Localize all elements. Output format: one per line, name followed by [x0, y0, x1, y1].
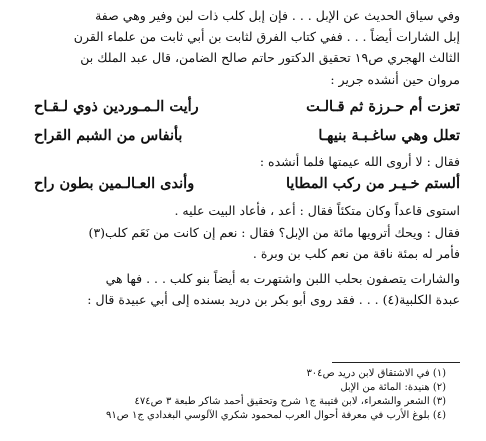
verse-2-first-hemistich: تعلل وهي ساغـبـة بنيهـا	[318, 126, 460, 144]
body-line-8: فأمر له بمئة ناقة من نعم كلب بن وبرة .	[252, 246, 460, 261]
footnote-3: (٣) الشعر والشعراء، لابن قتيبة ج١ شرح وتحقيق أحمد شاكر طبعة ٣ ص٤٧٤	[134, 396, 446, 407]
verse-3-second-hemistich: وأندى العـالـمين بطون راح	[34, 174, 195, 192]
verse-1-first-hemistich: تعزت أم حـرزة ثم قـالـت	[306, 97, 460, 115]
body-line-9: والشارات يتصفون بحلب اللبن واشتهرت به أيضاً بنو كلب . . . فها هي	[105, 271, 460, 286]
body-line-3: الثالث الهجري ص١٩ تحقيق الدكتور حاتم صالح الضامن، قال عبد الملك بن	[80, 50, 460, 65]
verse-3	[34, 173, 460, 193]
body-line-1: وفي سياق الحديث عن الإبل . . . فإن إبل كلب ذات لبن وفير وهي صفة	[95, 8, 460, 23]
body-line-7: فقال : ويحك أترويها مائة من الإبل؟ فقال : نعم إن كانت من نَعَم كلب(٣)	[88, 225, 460, 240]
verse-2-second-hemistich: بأنفاس من الشبم القراح	[34, 126, 183, 144]
body-line-2: إبل الشارات أيضاً . . . ففي كتاب الفرق لثابت بن أبي ثابت من علماء القرن	[73, 29, 460, 44]
footnote-1: (١) في الاشتقاق لابن دريد ص٣٠٤	[306, 368, 446, 379]
body-line-4: مروان حين أنشده جرير :	[330, 72, 460, 87]
verse-3-first-hemistich: ألستم خـيـر من ركب المطايا	[286, 174, 460, 192]
verse-1-second-hemistich: رأيت الـمـوردين ذوي لـقـاح	[34, 97, 199, 115]
footnote-4: (٤) بلوغ الأرب في معرفة أحوال العرب لمحمود شكري الآلوسي البغدادي ج١ ص٩١	[106, 410, 446, 421]
body-line-5: فقال : لا أروى الله عيمتها فلما أنشده :	[259, 154, 460, 169]
footnote-divider	[332, 362, 460, 363]
verse-2	[34, 125, 460, 145]
body-line-10: عبدة الكلبية(٤) . . . فقد روى أبو بكر بن دريد بسنده إلى أبي عبيدة قال :	[87, 292, 460, 307]
verse-1	[34, 96, 460, 116]
footnote-2: (٢) هنيدة: المائة من الإبل	[340, 382, 446, 393]
body-line-6: استوى قاعداً وكان متكئاً فقال : أعد ، فأعاد البيت عليه .	[174, 203, 460, 218]
